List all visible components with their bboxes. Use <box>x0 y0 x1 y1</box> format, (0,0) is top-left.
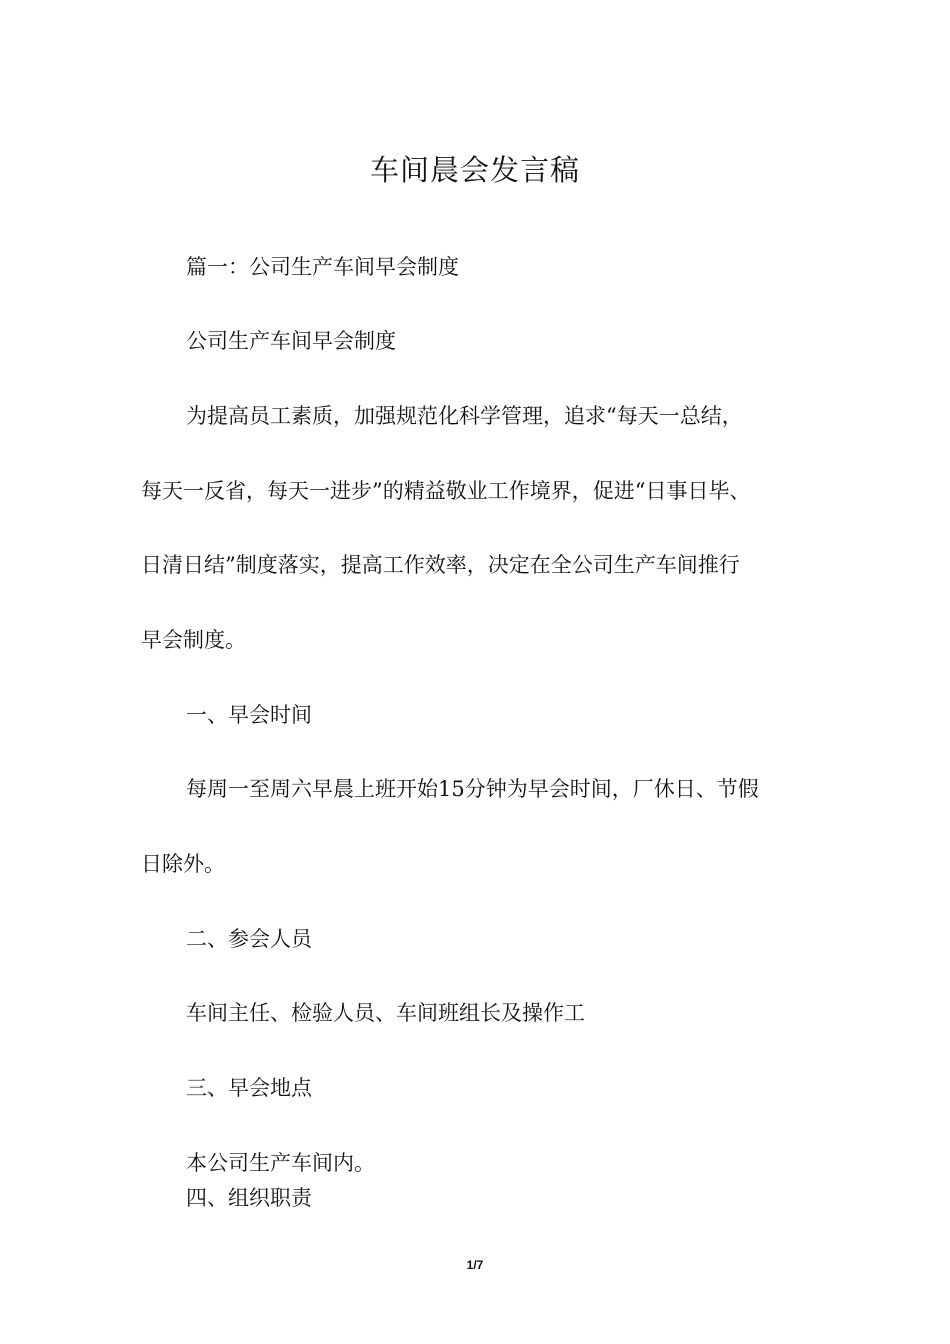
section-heading: 二、参会人员 <box>186 927 312 951</box>
document-title: 车间晨会发言稿 <box>369 153 580 187</box>
section-heading: 一、早会时间 <box>186 703 312 727</box>
paragraph-line: 本公司生产车间内。 <box>186 1151 375 1175</box>
paragraph-line: 日除外。 <box>141 852 225 876</box>
section-heading: 四、组织职责 <box>186 1186 312 1210</box>
paragraph-line: 早会制度。 <box>141 628 246 652</box>
page-number: 1/7 <box>466 1258 484 1272</box>
paragraph-line: 每周一至周六早晨上班开始15分钟为早会时间，厂休日、节假 <box>186 777 759 801</box>
paragraph-line: 车间主任、检验人员、车间班组长及操作工 <box>186 1001 585 1025</box>
paragraph-line: 每天一反省，每天一进步”的精益敬业工作境界，促进“日事日毕、 <box>141 479 751 503</box>
section-heading: 三、早会地点 <box>186 1076 312 1100</box>
section-heading-part-one: 篇一：公司生产车间早会制度 <box>186 255 459 279</box>
subtitle-line: 公司生产车间早会制度 <box>186 329 396 353</box>
paragraph-line: 日清日结”制度落实，提高工作效率，决定在全公司生产车间推行 <box>141 553 740 577</box>
paragraph-line: 为提高员工素质，加强规范化科学管理，追求“每天一总结， <box>186 404 743 428</box>
